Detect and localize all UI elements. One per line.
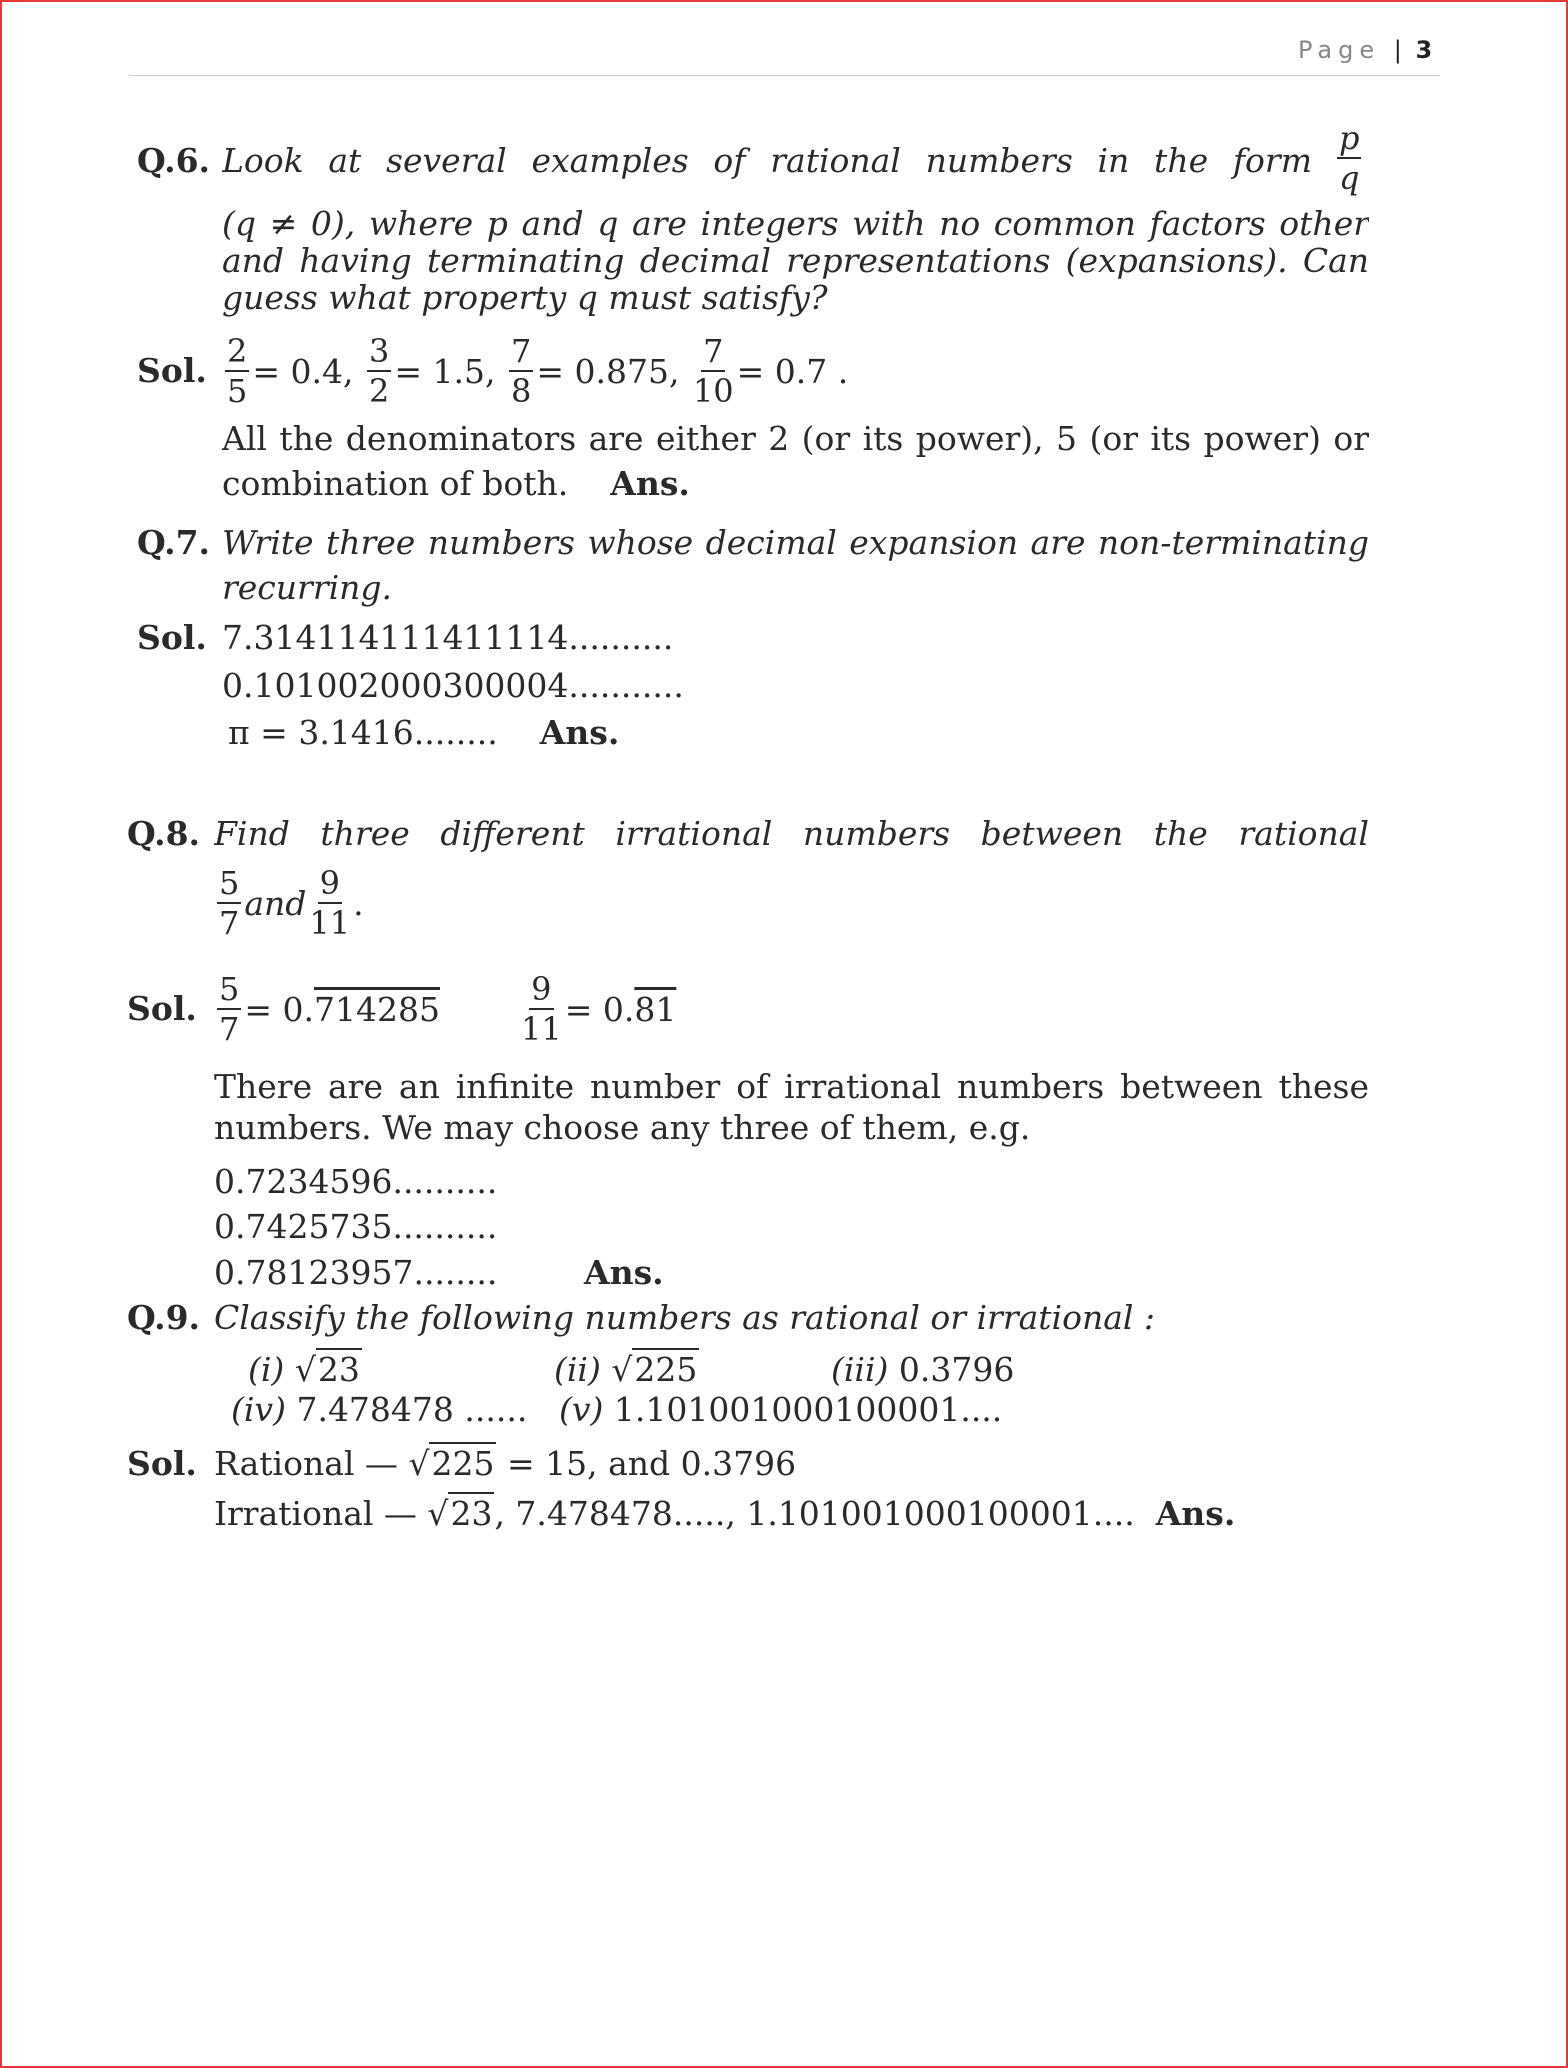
fraction-denominator: 7 [219, 1010, 240, 1048]
ans-label: Ans. [610, 464, 690, 503]
fraction-value: = 1.5, [394, 351, 496, 391]
page-separator: | [1393, 36, 1402, 64]
q6-sol-fractions [222, 326, 848, 416]
q7-line-1: Write three numbers whose decimal expansion are non-terminating [222, 523, 1369, 562]
q8-answer-2: 0.7425735.......... [214, 1207, 498, 1246]
q8-answer-1: 0.7234596.......... [214, 1162, 498, 1201]
q9-item-iv [231, 1388, 527, 1432]
q9-label: Q.9. [127, 1298, 201, 1337]
q7-sol-label: Sol. [137, 618, 207, 657]
q7-answer-2: 0.101002000300004........... [222, 666, 684, 705]
item-value: 1.101001000100001.... [613, 1390, 1003, 1429]
fraction-value: = 0.875, [536, 351, 680, 391]
fraction-numerator: 9 [319, 864, 340, 902]
fraction-numerator: 9 [531, 970, 552, 1008]
item-value: 7.478478 ...... [296, 1390, 528, 1429]
fraction-denominator: 5 [227, 372, 248, 410]
fraction-denominator: q [1339, 159, 1360, 197]
fraction-numerator: 7 [703, 332, 724, 370]
q9-sol-irrational [214, 1492, 1235, 1536]
square-root: √225 [408, 1444, 495, 1483]
rational-rest: = 15, and 0.3796 [506, 1444, 797, 1483]
page-label: Page [1298, 36, 1381, 64]
and-text: and [244, 883, 307, 923]
irrational-rest: , 7.478478....., 1.101001000100001.... [494, 1494, 1135, 1533]
q6-sol-line-1: All the denominators are either 2 (or its power), 5 (or its power) or [222, 419, 1369, 458]
q9-sol-rational [214, 1442, 796, 1486]
fraction-numerator: 2 [227, 332, 248, 370]
radicand: 23 [450, 1494, 493, 1533]
fraction-value: = 0.7 . [736, 351, 849, 391]
q7-answer-1: 7.314114111411114.......... [222, 618, 674, 657]
q9-sol-label: Sol. [127, 1444, 197, 1483]
irrational-label: Irrational — [214, 1494, 417, 1533]
fraction-denominator: 7 [219, 904, 240, 942]
q8-sol-line-2: numbers. We may choose any three of them, e.g. [214, 1108, 1031, 1147]
fraction-denominator: 10 [692, 372, 734, 410]
q9-item-i [248, 1348, 362, 1392]
fraction-denominator: 2 [368, 372, 390, 410]
q8-sol-fractions [214, 964, 676, 1054]
fraction-numerator: p [1339, 119, 1360, 157]
fraction-numerator: 5 [219, 864, 240, 902]
square-root: √225 [611, 1350, 698, 1389]
radicand: 225 [431, 1444, 495, 1483]
equals-text: = 0. [564, 989, 635, 1029]
rational-label: Rational — [214, 1444, 398, 1483]
q9-line: Classify the following numbers as rational or irrational : [214, 1298, 1156, 1337]
recurring-digits: 81 [634, 989, 677, 1029]
q6-line-1: Look at several examples of rational numbers in the form [222, 141, 1312, 180]
q6-sol-line-2 [222, 462, 690, 506]
fraction-value: = 0.4, [252, 351, 354, 391]
item-number: (iii) [831, 1350, 889, 1389]
sol-text: combination of both. [222, 464, 569, 503]
q6-line-4: guess what property q must satisfy? [222, 278, 828, 317]
fraction-numerator: 7 [510, 332, 532, 370]
q6-line-3: and having terminating decimal representations (expansions). Can [222, 241, 1369, 280]
q6-label: Q.6. [137, 141, 211, 180]
header-rule [129, 75, 1440, 76]
q7-answer-3 [228, 711, 619, 755]
q6-sol-label: Sol. [137, 351, 207, 390]
ans-label: Ans. [539, 713, 620, 752]
q7-line-2: recurring. [222, 568, 393, 607]
q9-item-ii [554, 1348, 699, 1392]
period: . [353, 883, 364, 923]
q8-sol-line-1: There are an infinite number of irrational numbers between these [214, 1067, 1369, 1106]
q8-sol-label: Sol. [127, 989, 197, 1028]
fraction-denominator: 8 [510, 372, 532, 410]
item-number: (ii) [554, 1350, 601, 1389]
item-value: 0.3796 [898, 1350, 1015, 1389]
q7-label: Q.7. [137, 523, 211, 562]
square-root: √23 [427, 1494, 493, 1533]
q6-line-2: (q ≠ 0), where p and q are integers with no common factors other [222, 204, 1369, 243]
q8-fractions [214, 858, 364, 948]
recurring-digits: 714285 [314, 989, 440, 1029]
square-root: √23 [294, 1350, 360, 1389]
q9-item-iii [831, 1348, 1014, 1392]
q9-item-v [559, 1388, 1002, 1432]
q8-answer-3: 0.78123957........ [214, 1253, 498, 1292]
item-number: (v) [559, 1390, 604, 1429]
radicand: 23 [317, 1350, 360, 1389]
item-number: (i) [248, 1350, 285, 1389]
fraction-numerator: 3 [368, 332, 390, 370]
q8-label: Q.8. [127, 814, 201, 853]
page-number: 3 [1415, 36, 1433, 64]
equals-text: = 0. [244, 989, 314, 1029]
item-number: (iv) [231, 1390, 286, 1429]
q8-ans-label: Ans. [584, 1253, 664, 1292]
pi-value: π = 3.1416........ [228, 713, 498, 752]
q6-form-fraction [1334, 119, 1364, 197]
fraction-numerator: 5 [219, 970, 240, 1008]
fraction-denominator: 11 [309, 904, 351, 942]
radicand: 225 [634, 1350, 698, 1389]
fraction-denominator: 11 [520, 1010, 562, 1048]
ans-label: Ans. [1155, 1494, 1236, 1533]
page-header [1298, 36, 1432, 64]
q8-line: Find three different irrational numbers between the rational [214, 814, 1369, 853]
